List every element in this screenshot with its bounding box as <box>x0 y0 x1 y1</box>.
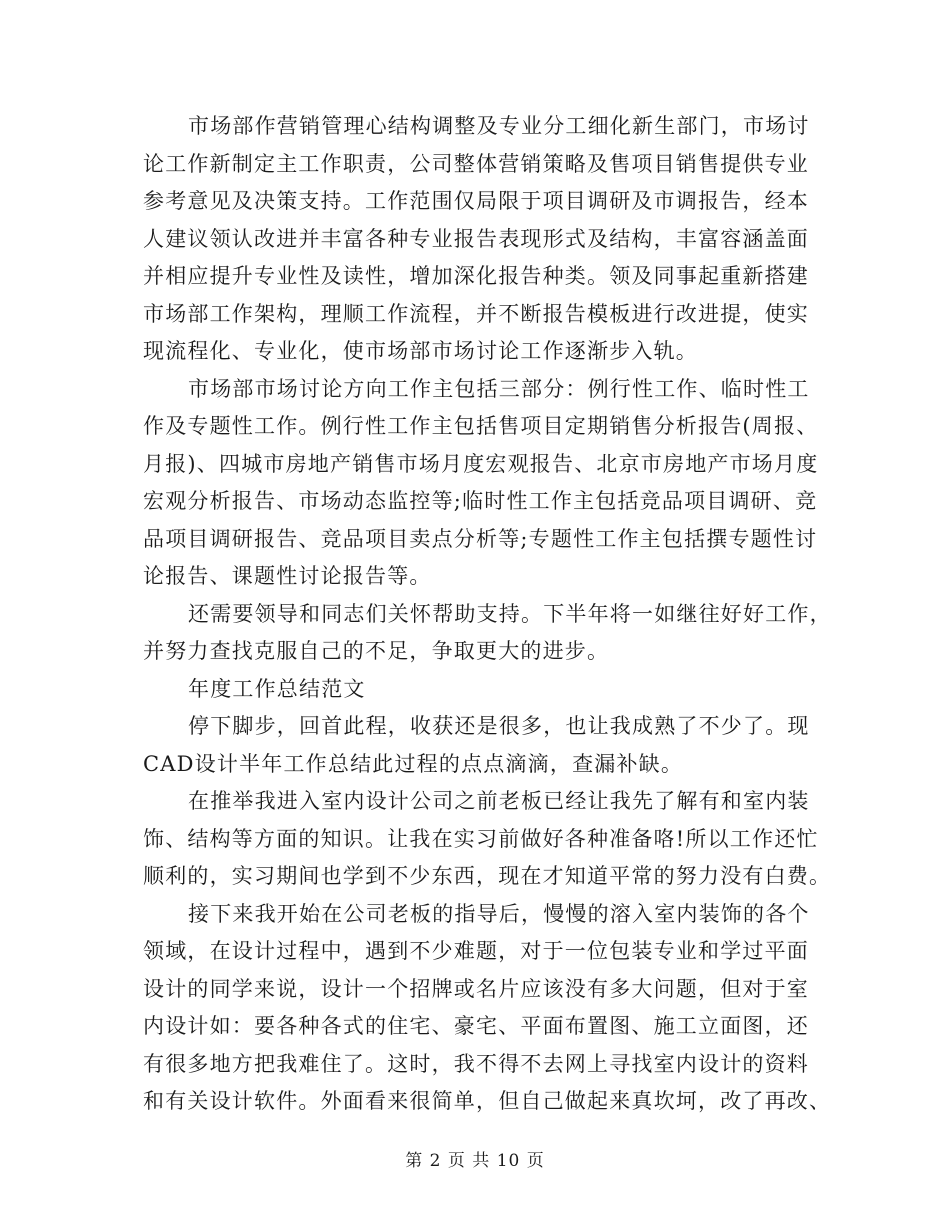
text-line: 并努力查找克服自己的不足，争取更大的进步。 <box>143 639 610 663</box>
document-body <box>143 108 832 1121</box>
paragraph <box>143 783 832 896</box>
text-line: 参考意见及决策支持。工作范围仅局限于项目调研及市调报告，经本 <box>143 189 809 213</box>
text-line: 月报)、四城市房地产销售市场月度宏观报告、北京市房地产市场月度 <box>143 451 819 476</box>
text-line: 还需要领导和同志们关怀帮助支持。下半年将一如继往好好工作， <box>188 601 832 626</box>
text-line: 接下来我开始在公司老板的指导后，慢慢的溶入室内装饰的各个 <box>188 901 810 926</box>
text-line: 论工作新制定主工作职责，公司整体营销策略及售项目销售提供专业 <box>143 151 809 176</box>
paragraph <box>143 671 797 709</box>
text-line: 品项目调研报告、竞品项目卖点分析等;专题性工作主包括撰专题性讨 <box>143 526 818 551</box>
paragraph <box>143 896 832 1121</box>
paragraph <box>143 108 810 371</box>
text-line: 在推举我进入室内设计公司之前老板已经让我先了解有和室内装 <box>188 789 810 813</box>
text-line: 饰、结构等方面的知识。让我在实习前做好各种准备咯!所以工作还忙 <box>143 826 819 851</box>
paragraph <box>143 596 832 671</box>
text-line: 设计的同学来说，设计一个招牌或名片应该没有多大问题，但对于室 <box>143 976 809 1001</box>
text-line: 论报告、课题性讨论报告等。 <box>143 564 432 588</box>
text-line: 内设计如：要各种各式的住宅、豪宅、平面布置图、施工立面图，还 <box>143 1014 809 1038</box>
text-line: 市场部工作架构，理顺工作流程，并不断报告模板进行改进提，使实 <box>143 301 809 326</box>
text-line: 市场部市场讨论方向工作主包括三部分：例行性工作、临时性工 <box>188 376 810 401</box>
page-number: 第 2 页 共 10 页 <box>405 1151 545 1171</box>
text-line: 市场部作营销管理心结构调整及专业分工细化新生部门，市场讨 <box>188 114 810 138</box>
text-line: 停下脚步，回首此程，收获还是很多，也让我成熟了不少了。现 <box>188 714 810 738</box>
text-line: 和有关设计软件。外面看来很简单，但自己做起来真坎坷，改了再改、 <box>143 1089 832 1113</box>
text-line: 领域，在设计过程中，遇到不少难题，对于一位包装专业和学过平面 <box>143 939 809 963</box>
paragraph <box>143 371 819 596</box>
text-line: 有很多地方把我难住了。这时，我不得不去网上寻找室内设计的资料 <box>143 1051 809 1076</box>
text-line: CAD设计半年工作总结此过程的点点滴滴，查漏补缺。 <box>143 751 684 776</box>
text-line: 年度工作总结范文 <box>188 676 366 701</box>
text-line: 人建议领认改进并丰富各种专业报告表现形式及结构，丰富容涵盖面 <box>143 226 809 251</box>
text-line: 宏观分析报告、市场动态监控等;临时性工作主包括竞品项目调研、竞 <box>143 489 818 513</box>
page-footer <box>0 1146 950 1171</box>
text-line: 顺利的，实习期间也学到不少东西，现在才知道平常的努力没有白费。 <box>143 864 832 888</box>
text-line: 现流程化、专业化，使市场部市场讨论工作逐渐步入轨。 <box>143 339 698 363</box>
paragraph <box>143 708 810 783</box>
text-line: 并相应提升专业性及读性，增加深化报告种类。领及同事起重新搭建 <box>143 264 809 288</box>
text-line: 作及专题性工作。例行性工作主包括售项目定期销售分析报告(周报、 <box>143 414 819 438</box>
